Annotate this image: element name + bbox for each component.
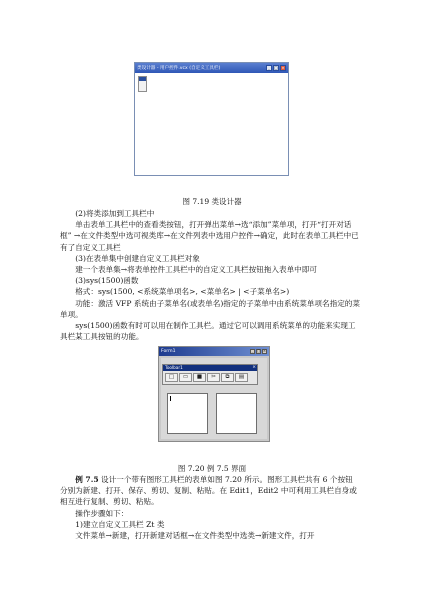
window-title: 类设计器 - 用户控件.vcx (自定义工具栏) <box>137 66 221 71</box>
body-text <box>60 208 360 342</box>
minimize-icon: _ <box>251 349 254 353</box>
window-title: Form1 <box>161 349 176 354</box>
maximize-icon: □ <box>257 349 261 353</box>
toolbar-title <box>163 365 257 371</box>
minimize-icon: _ <box>268 65 270 70</box>
form-client-area <box>161 358 267 439</box>
steps-heading: 操作步骤如下： <box>75 508 129 518</box>
example-text <box>60 474 360 541</box>
save-icon: ■ <box>193 373 206 382</box>
toolbar-close-icon: × <box>252 365 256 370</box>
close-icon: × <box>263 349 266 353</box>
close-icon: × <box>281 65 285 70</box>
edit1-box <box>167 393 208 434</box>
text-caret <box>170 396 171 401</box>
paragraph: 建一个表单集→将表单控件工具栏中的自定义工具栏按钮拖入表单中即可 <box>75 265 317 275</box>
copy-icon: ⧉ <box>221 373 234 382</box>
figure-caption-7-20: 图 7.20 例 7.5 界面 <box>177 464 247 473</box>
example-paragraph <box>60 474 360 508</box>
toolbar-titlebar <box>139 77 146 81</box>
form1-window <box>158 346 270 442</box>
new-icon: □ <box>165 373 178 382</box>
step-1-heading: 1)建立自定义工具栏 Zt 类 <box>75 519 165 529</box>
figure-caption-7-19: 图 7.19 类设计器 <box>182 197 242 206</box>
cut-icon: ✂ <box>207 373 220 382</box>
paragraph: (2)将类添加到工具栏中 <box>75 209 155 218</box>
step-1-text: 文件菜单→新建，打开新建对话框→在文件类型中选类→新建文件，打开 <box>75 531 315 541</box>
window-titlebar <box>159 347 269 356</box>
maximize-icon: □ <box>274 65 278 70</box>
toolbar1 <box>162 364 258 385</box>
paragraph: sys(1500)函数有时可以用在制作工具栏。通过它可以调用系统菜单的功能来实现工具栏某工具按钮的功能。 <box>60 321 356 342</box>
window-titlebar <box>135 63 288 73</box>
open-icon: ▭ <box>179 373 192 382</box>
paragraph: 格式：sys(1500, <系统菜单项名>, <菜单名> | <子菜单名>) <box>75 287 290 297</box>
toolbar-buttons <box>163 371 257 382</box>
edit2-box <box>216 393 257 434</box>
paragraph: (3)sys(1500)函数 <box>75 276 139 286</box>
custom-toolbar-preview <box>138 76 147 92</box>
paragraph: (3)在表单集中创建自定义工具栏对象 <box>75 253 200 263</box>
paragraph: 功能：激活 VFP 系统由子菜单名(或表单名)指定的子菜单中由系统菜单项名指定的菜单项。 <box>60 298 360 319</box>
class-designer-window <box>134 62 289 176</box>
example-body: 设计一个带有图形工具栏的表单如图 7.20 所示。图形工具栏共有 6 个按钮分别为新建、打开、保存、剪切、复制、粘贴。在 Edit1，Edit2 中可利用工具栏自身或相互进行复制、剪切、粘贴。 <box>60 475 357 507</box>
toolbar-title-text: Toolbar1 <box>165 365 183 370</box>
paste-icon: ▤ <box>235 373 248 382</box>
example-label: 例 7.5 <box>75 475 99 484</box>
paragraph: 单击表单工具栏中的查看类按钮，打开弹出菜单→选“添加”菜单项，打开“打开对话框” →在文件类型中选可视类库→在文件列表中选用户控件→确定，此时在表单工具栏中已有了自定义工具栏 <box>60 220 359 252</box>
